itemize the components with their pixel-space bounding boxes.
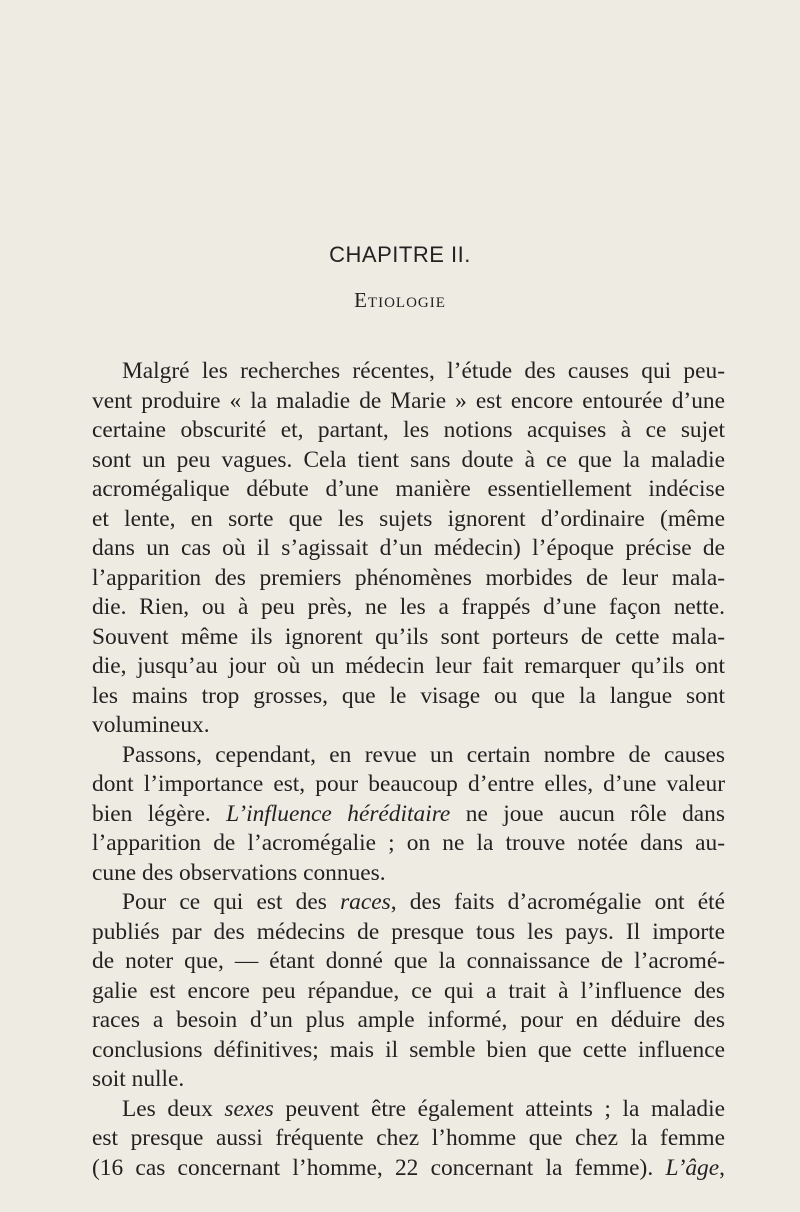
- text-segment: bien légère.: [92, 800, 227, 827]
- text-line: volumineux.: [92, 712, 210, 738]
- section-title: Etiologie: [354, 288, 446, 312]
- text-line: vent produire « la maladie de Marie » est encore entourée d’une: [92, 387, 725, 414]
- text-line: l’apparition des premiers phénomènes morbides de leur mala-: [92, 564, 725, 591]
- text-line: die, jusqu’au jour où un médecin leur fait remarquer qu’ils ont: [92, 653, 725, 679]
- text-line: de noter que, — étant donné que la connaissance de l’acromé-: [92, 948, 725, 974]
- text-line: Souvent même ils ignorent qu’ils sont porteurs de cette mala-: [92, 623, 725, 650]
- text-line: sont un peu vagues. Cela tient sans doute à ce que la maladie: [92, 446, 725, 473]
- text-segment: ,: [719, 1154, 725, 1181]
- italic-term: sexes: [224, 1095, 274, 1122]
- chapter-title: CHAPITRE II.: [329, 242, 471, 267]
- text-segment: Pour ce qui est des: [122, 889, 341, 915]
- text-segment: ne joue aucun rôle dans: [450, 800, 725, 827]
- text-line: certaine obscurité et, partant, les notions acquises à ce sujet: [92, 417, 725, 443]
- text-line: est presque aussi fréquente chez l’homme que chez la femme: [92, 1125, 725, 1151]
- text-line: dans un cas où il s’agissait d’un médecin) l’époque précise de: [92, 535, 725, 561]
- text-line: et lente, en sorte que les sujets ignorent d’ordinaire (même: [92, 505, 725, 532]
- text-line: Malgré les recherches récentes, l’étude des causes qui peu-: [122, 358, 725, 384]
- italic-term: L’influence héréditaire: [226, 800, 451, 827]
- body-text: [92, 357, 725, 1183]
- text-line: [92, 1095, 725, 1125]
- text-line: les mains trop grosses, que le visage ou que la langue sont: [92, 682, 725, 709]
- text-line: acromégalique débute d’une manière essentiellement indécise: [92, 476, 725, 502]
- text-segment: (16 cas concernant l’homme, 22 concernant la femme).: [92, 1154, 666, 1181]
- text-line: soit nulle.: [92, 1066, 185, 1092]
- text-line: conclusions définitives; mais il semble bien que cette influence: [92, 1036, 725, 1063]
- text-line: dont l’importance est, pour beaucoup d’entre elles, d’une valeur: [92, 771, 725, 797]
- italic-term: races: [340, 889, 391, 915]
- text-line: galie est encore peu répandue, ce qui a trait à l’influence des: [92, 977, 725, 1004]
- text-segment: peuvent être également atteints ; la maladie: [273, 1095, 726, 1122]
- text-segment: , des faits d’acromégalie ont été: [390, 889, 725, 915]
- text-line: cune des observations connues.: [92, 859, 386, 886]
- text-line: [92, 1154, 725, 1184]
- text-line: [92, 888, 725, 918]
- text-line: races a besoin d’un plus ample informé, pour en déduire des: [92, 1007, 725, 1033]
- text-segment: Les deux: [122, 1095, 225, 1122]
- text-line: publiés par des médecins de presque tous les pays. Il importe: [92, 918, 725, 945]
- text-line: l’apparition de l’acromégalie ; on ne la trouve notée dans au-: [92, 830, 725, 856]
- text-line: die. Rien, ou à peu près, ne les a frappés d’une façon nette.: [92, 594, 725, 620]
- italic-term: L’âge: [665, 1154, 720, 1181]
- text-line: Passons, cependant, en revue un certain nombre de causes: [122, 741, 725, 768]
- text-line: [92, 800, 725, 830]
